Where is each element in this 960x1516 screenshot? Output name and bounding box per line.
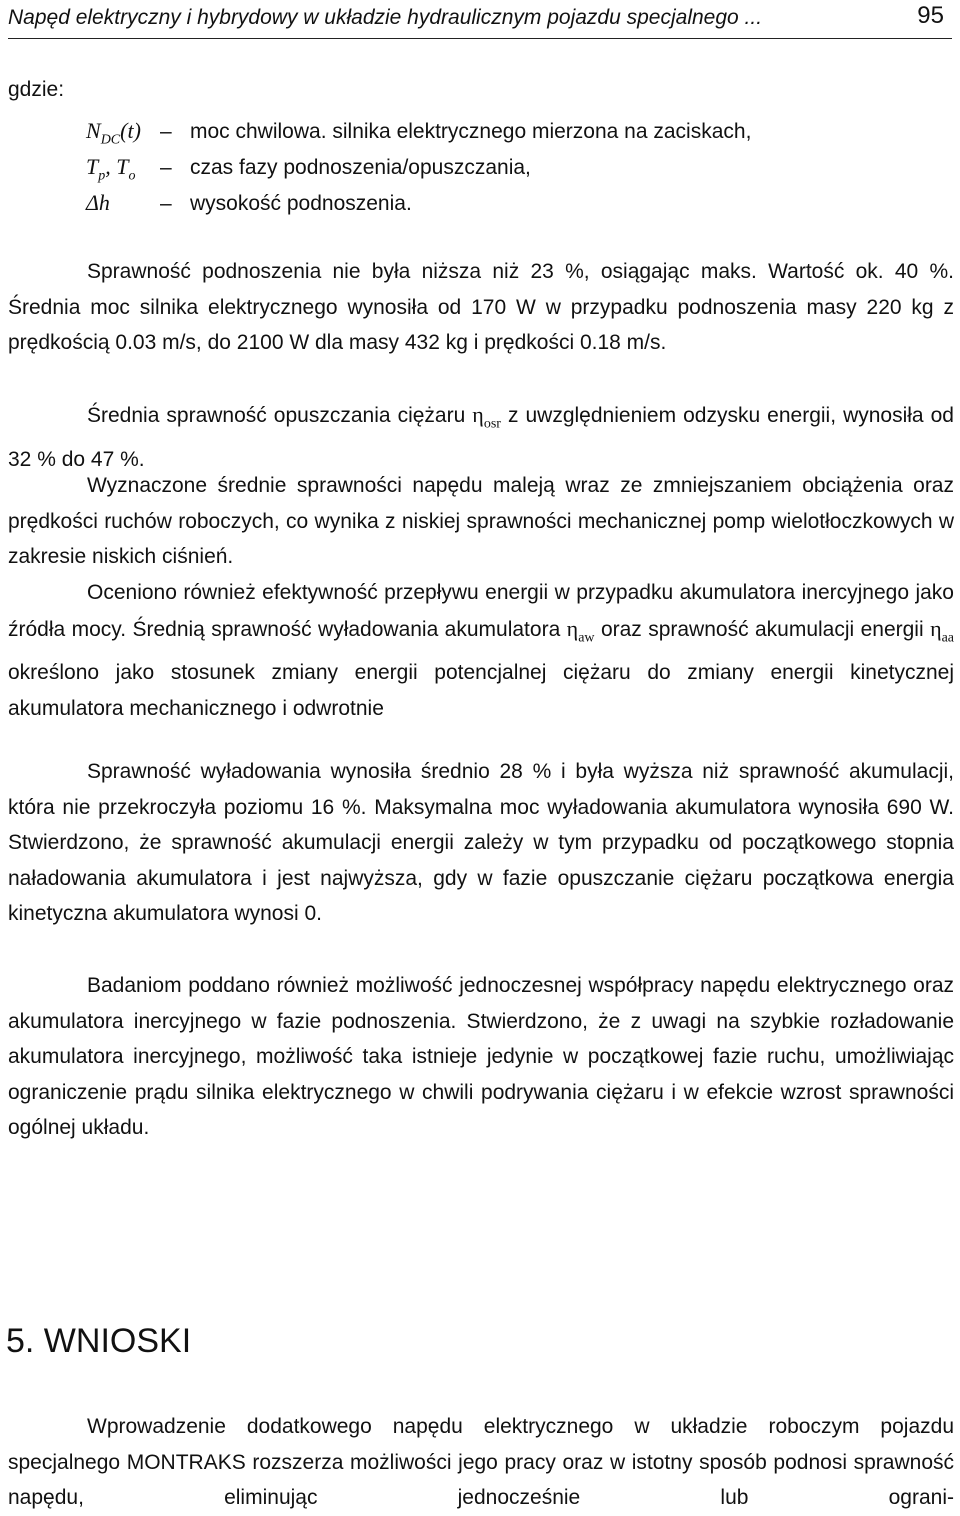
paragraph-lowering-efficiency: Średnia sprawność opuszczania ciężaru $\eta_{osr}$ z uwzględnieniem odzysku energii, wynosiła od 32 % do 47 %.: [8, 402, 954, 471]
definition-text: wysokość podnoszenia.: [190, 192, 412, 215]
symbol: $T_p$, $T_o$: [86, 154, 136, 184]
eta-symbol: $\eta_{osr}$: [472, 402, 501, 432]
section-heading: 5. WNIOSKI: [6, 1322, 192, 1360]
symbol: $N_{DC}(t)$: [86, 118, 141, 148]
definition-row: [86, 149, 751, 185]
paragraph-conclusions: Wprowadzenie dodatkowego napędu elektrycznego w układzie roboczym pojazdu specjalnego MONTRAKS rozszerza możliwości jego pracy oraz w istotny sposób podnosi sprawność napędu, eliminując jednocześnie lub ograni-: [8, 1415, 954, 1509]
definition-row: [86, 185, 751, 221]
definition-row: [86, 113, 751, 149]
page-number: 95: [917, 2, 944, 29]
eta-aa-symbol: $\eta_{aa}$: [930, 615, 955, 645]
definition-text: czas fazy podnoszenia/opuszczania,: [190, 156, 531, 179]
paragraph-accumulator: Oceniono również efektywność przepływu energii w przypadku akumulatora inercyjnego jako źródła mocy. Średnią sprawność wyładowania akumulatora $\eta_{aw}$ oraz sprawność akumulacji energii $\eta_{aa}$ określono jako stosunek zmiany energii potencjalnej ciężaru do zmiany energii kinetycznej akumulatora mechanicznego i odwrotnie: [8, 581, 955, 720]
running-header: [8, 0, 952, 39]
paragraph-drive-efficiency: Wyznaczone średnie sprawności napędu maleją wraz ze zmniejszaniem obciążenia oraz prędkości ruchów roboczych, co wynika z niskiej sprawności mechanicznej pomp wielotłoczkowych w zakresie niskich ciśnień.: [8, 474, 954, 568]
eta-aw-symbol: $\eta_{aw}$: [566, 615, 595, 645]
header-title: Napęd elektryczny i hybrydowy w układzie hydraulicznym pojazdu specjalnego ...: [8, 6, 763, 29]
dash: –: [160, 156, 172, 179]
paragraph-cooperation: Badaniom poddano również możliwość jednoczesnej współpracy napędu elektrycznego oraz akumulatora inercyjnego w fazie podnoszenia. Stwierdzono, że z uwagi na szybkie rozładowanie akumulatora inercyjnego, możliwość taka istnieje jedynie w początkowej fazie ruchu, umożliwiając ograniczenie prądu silnika elektrycznego w chwili podrywania ciężaru i w efekcie wzrost sprawności ogólnej układu.: [8, 974, 954, 1139]
definition-text: moc chwilowa. silnika elektrycznego mierzona na zaciskach,: [190, 120, 752, 143]
paragraph-discharge-efficiency: Sprawność wyładowania wynosiła średnio 28 % i była wyższa niż sprawność akumulacji, która nie przekroczyła poziomu 16 %. Maksymalna moc wyładowania akumulatora wynosiła 690 W. Stwierdzono, że sprawność akumulacji energii zależy w tym przypadku od początkowego stopnia naładowania akumulatora i jest najwyższa, gdy w fazie opuszczanie ciężaru początkowa energia kinetyczna akumulatora wynosi 0.: [8, 760, 954, 925]
symbol: Δh: [86, 190, 110, 215]
dash: –: [160, 120, 172, 143]
dash: –: [160, 192, 172, 215]
symbol-definitions: [86, 113, 751, 221]
where-label: gdzie:: [8, 78, 65, 101]
paragraph-lifting-efficiency: Sprawność podnoszenia nie była niższa niż 23 %, osiągając maks. Wartość ok. 40 %. Średnia moc silnika elektrycznego wynosiła od 170 W w przypadku podnoszenia masy 220 kg z prędkością 0.03 m/s, do 2100 W dla masy 432 kg i prędkości 0.18 m/s.: [8, 260, 954, 354]
